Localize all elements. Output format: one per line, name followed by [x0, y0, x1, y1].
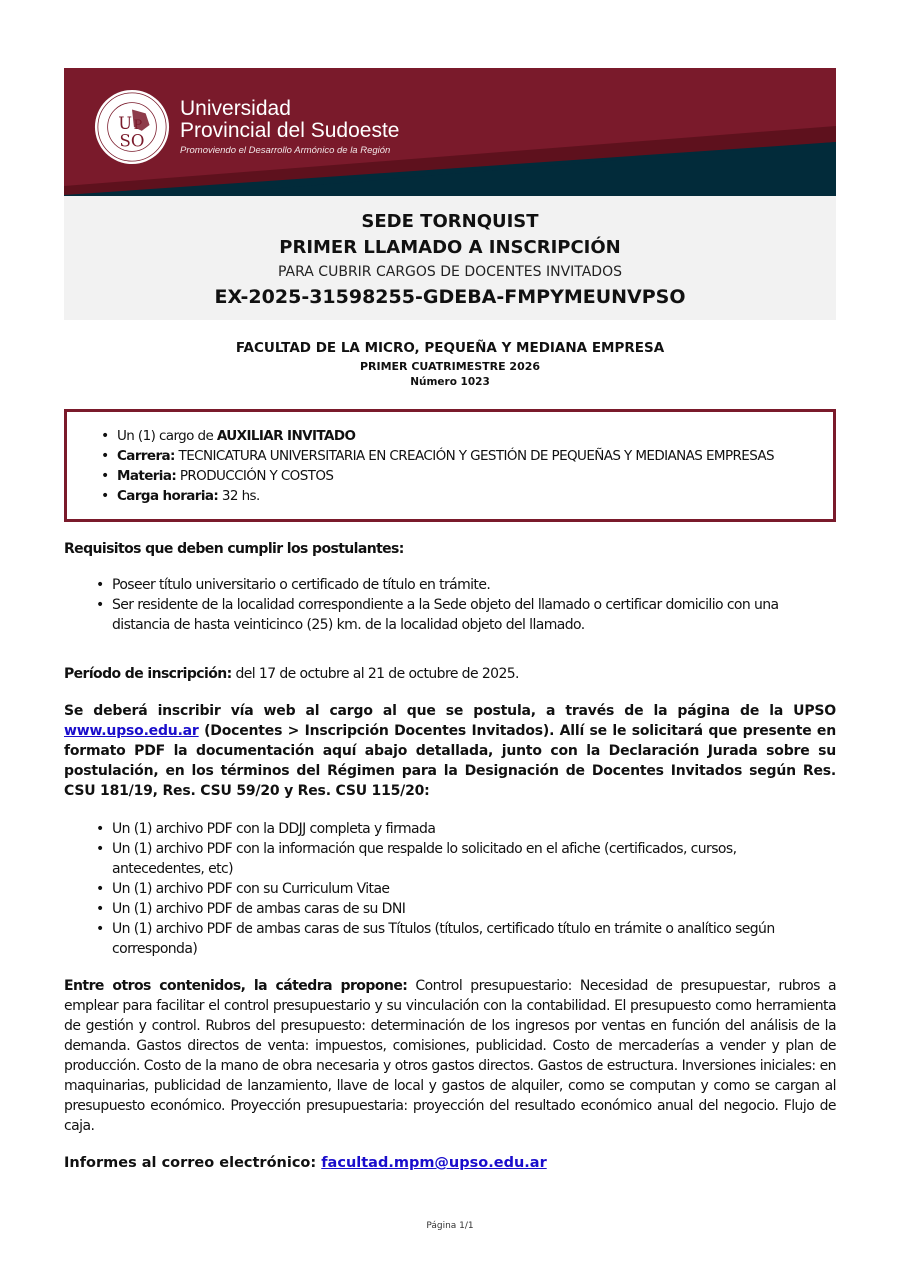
- instrucciones-text-2: (Docentes > Inscripción Docentes Invitados). Allí se le solicitará que presente en formato PDF la documentación aquí abajo detallada, junto con la Declaración Jurada sobre su postulación, en los términos del Régimen para la Designación de Docentes Invitados según Res. CSU 181/19, Res. CSU 59/20 y Res. CSU 115/20:: [64, 723, 836, 799]
- periodo-inscripcion: [64, 664, 836, 684]
- documento-item: • Un (1) archivo PDF de ambas caras de sus Títulos (títulos, certificado título en trámite o analítico según corresponda): [94, 919, 814, 959]
- requisitos-list: [94, 575, 834, 635]
- contenidos-text: Control presupuestario: Necesidad de presupuestar, rubros a emplear para facilitar el control presupuestario y su vinculación con la contabilidad. El presupuesto como herramienta de gestión y control. Rubros del presupuesto: determinación de los ingresos por ventas en función del análisis de la demanda. Gastos directos de venta: impuestos, comisiones, publicidad. Costo de mercaderías a vender y plan de producción. Costo de la mano de obra necesaria y otros gastos directos. Gastos de estructura. Inversiones iniciales: en maquinarias, publicidad de lanzamiento, llave de local y gastos de alquiler, como se computan y como se cargan al presupuesto económico. Proyección presupuestaria: proyección del resultado económico anual del negocio. Flujo de caja.: [64, 978, 836, 1134]
- cargo-item: [99, 426, 774, 446]
- requisito-item: • Ser residente de la localidad correspondiente a la Sede objeto del llamado o certificar domicilio con una distancia de hasta veinticinco (25) km. de la localidad objeto del llamado.: [94, 595, 834, 635]
- svg-text:SO: SO: [119, 131, 145, 151]
- cargo-prefix: Un (1) cargo de: [117, 428, 217, 444]
- facultad-name: FACULTAD DE LA MICRO, PEQUEÑA Y MEDIANA EMPRESA: [235, 340, 665, 356]
- svg-text:P: P: [133, 116, 143, 132]
- university-name-line1: Universidad: [180, 97, 291, 120]
- instrucciones-text: Se deberá inscribir vía web al cargo al que se postula, a través de la página de la UPSO: [64, 703, 836, 719]
- svg-text:U: U: [118, 113, 133, 133]
- contacto-label: Informes al correo electrónico:: [64, 1155, 322, 1171]
- email-link[interactable]: facultad.mpm@upso.edu.ar: [321, 1155, 547, 1171]
- title-box: [64, 196, 836, 320]
- materia-label: Materia:: [117, 468, 177, 484]
- carga-item: [99, 486, 774, 506]
- university-name-line2: Provincial del Sudoeste: [180, 119, 400, 142]
- requisitos-title: Requisitos que deben cumplir los postulantes:: [64, 541, 404, 557]
- facultad-numero: Número 1023: [410, 376, 490, 388]
- contenidos-label: Entre otros contenidos, la cátedra propone:: [64, 978, 408, 994]
- carga-value: 32 hs.: [218, 488, 260, 504]
- header-banner: [64, 68, 836, 196]
- sede-title: SEDE TORNQUIST: [361, 211, 539, 232]
- page-number: Página 1/1: [426, 1221, 474, 1231]
- documentos-list: [94, 819, 814, 959]
- requisito-item: • Poseer título universitario o certificado de título en trámite.: [94, 575, 834, 595]
- carrera-label: Carrera:: [117, 448, 175, 464]
- carrera-item: [99, 446, 774, 466]
- university-tagline: Promoviendo el Desarrollo Armónico de la Región: [180, 145, 391, 156]
- llamado-title: PRIMER LLAMADO A INSCRIPCIÓN: [279, 237, 621, 258]
- cargo-box: [64, 409, 836, 522]
- cargo-list: [99, 426, 774, 506]
- brand-block: [180, 98, 399, 156]
- expediente-number: EX-2025-31598255-GDEBA-FMPYMEUNVPSO: [214, 286, 686, 308]
- llamado-subtitle: PARA CUBRIR CARGOS DE DOCENTES INVITADOS: [278, 264, 622, 280]
- materia-value: PRODUCCIÓN Y COSTOS: [176, 468, 334, 484]
- upso-logo-icon: [93, 88, 171, 166]
- instrucciones-paragraph: [64, 701, 836, 801]
- carga-label: Carga horaria:: [117, 488, 219, 504]
- documento-item: • Un (1) archivo PDF con la información que respalde lo solicitado en el afiche (certificados, cursos, antecedentes, etc): [94, 839, 814, 879]
- upso-website-link[interactable]: www.upso.edu.ar: [64, 723, 199, 739]
- contacto-line: [64, 1153, 836, 1173]
- periodo-label: Período de inscripción:: [64, 666, 232, 682]
- carrera-value: TECNICATURA UNIVERSITARIA EN CREACIÓN Y GESTIÓN DE PEQUEÑAS Y MEDIANAS EMPRESAS: [174, 448, 775, 464]
- documento-item: • Un (1) archivo PDF con la DDJJ completa y firmada: [94, 819, 814, 839]
- cargo-type: AUXILIAR INVITADO: [216, 428, 356, 444]
- contenidos-paragraph: [64, 976, 836, 1136]
- facultad-periodo: PRIMER CUATRIMESTRE 2026: [359, 360, 541, 373]
- periodo-value: del 17 de octubre al 21 de octubre de 2025.: [231, 666, 519, 682]
- documento-item: • Un (1) archivo PDF de ambas caras de su DNI: [94, 899, 814, 919]
- materia-item: [99, 466, 774, 486]
- documento-item: • Un (1) archivo PDF con su Curriculum Vitae: [94, 879, 814, 899]
